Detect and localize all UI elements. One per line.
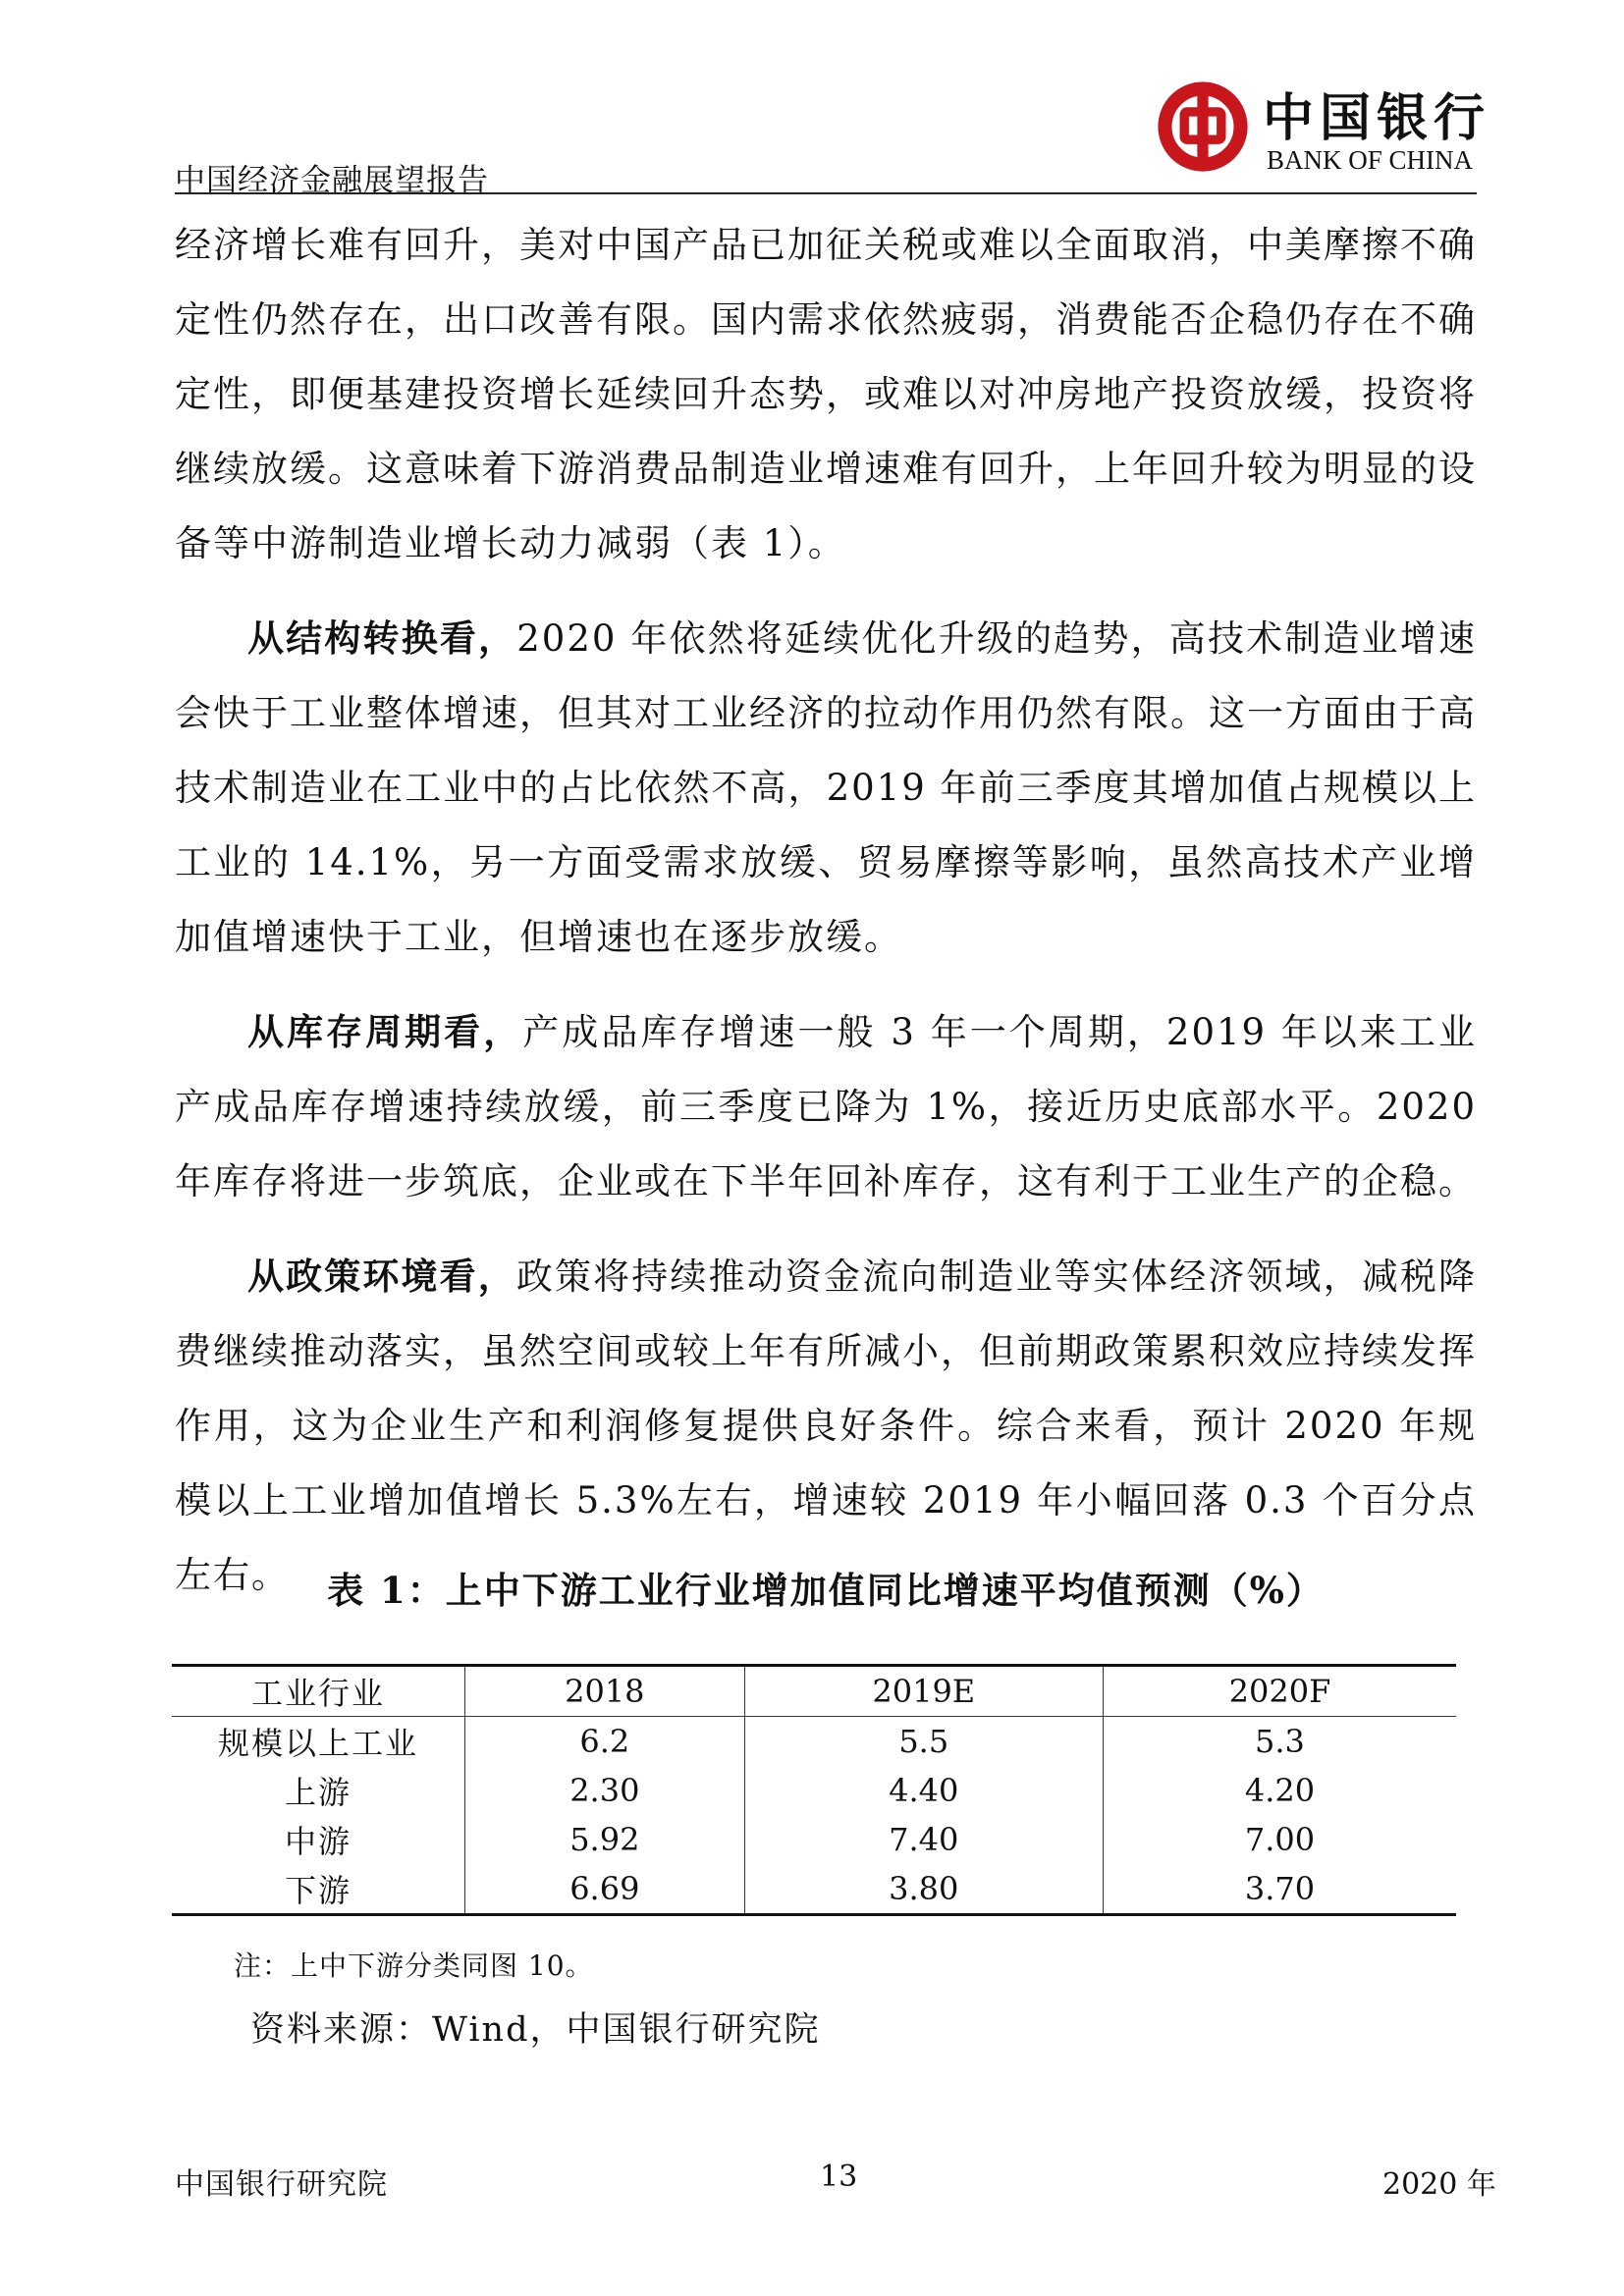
table-cell: 规模以上工业: [217, 1725, 418, 1762]
table-cell: 7.40: [744, 1815, 1103, 1864]
table-cell: 上游: [284, 1774, 352, 1811]
paragraph-structure: [175, 601, 1477, 975]
paragraph-lead: 从结构转换看，: [247, 616, 517, 660]
table-cell: 5.5: [744, 1717, 1103, 1767]
table-cell: 6.69: [465, 1864, 745, 1915]
table-cell: 4.40: [744, 1766, 1103, 1815]
table-cell: 下游: [284, 1872, 352, 1909]
table-cell: 4.20: [1103, 1766, 1456, 1815]
paragraph-text: 2020 年依然将延续优化升级的趋势，高技术制造业增速会快于工业整体增速，但其对工业经济的拉动作用仍然有限。这一方面由于高技术制造业在工业中的占比依然不高，2019 年前三季度其增加值占规模以上工业的 14.1%，另一方面受需求放缓、贸易摩擦等影响，虽然高技术产业增加值增速快于工业，但增速也在逐步放缓。: [175, 617, 1477, 958]
paragraph-lead: 从库存周期看，: [247, 1010, 523, 1053]
table-cell: 中游: [284, 1823, 352, 1860]
paragraph-text: 经济增长难有回升，美对中国产品已加征关税或难以全面取消，中美摩擦不确定性仍然存在，出口改善有限。国内需求依然疲弱，消费能否企稳仍存在不确定性，即便基建投资增长延续回升态势，或难以对冲房地产投资放缓，投资将继续放缓。这意味着下游消费品制造业增速难有回升，上年回升较为明显的设备等中游制造业增长动力减弱（表 1）。: [175, 224, 1477, 564]
table-header-row: [172, 1666, 1456, 1717]
table-cell: 2.30: [465, 1766, 745, 1815]
table-cell: 3.70: [1103, 1864, 1456, 1915]
forecast-table: [172, 1664, 1456, 1916]
header-divider: [175, 192, 1477, 194]
table-cell: 6.2: [465, 1717, 745, 1767]
table-source: 资料来源：Wind，中国银行研究院: [250, 2010, 821, 2050]
paragraph-policy: [175, 1239, 1477, 1613]
table-note: 注：上中下游分类同图 10。: [234, 1949, 594, 1982]
paragraph-lead: 从政策环境看，: [247, 1255, 516, 1298]
table-header-cell: 2020F: [1103, 1666, 1456, 1717]
table-header-cell: 2019E: [744, 1666, 1103, 1717]
body-text: [175, 208, 1477, 1613]
report-title: 中国经济金融展望报告: [175, 163, 489, 198]
footer-organization: 中国银行研究院: [175, 2167, 388, 2202]
table-cell: 3.80: [744, 1864, 1103, 1915]
table-cell: 7.00: [1103, 1815, 1456, 1864]
table-row: [172, 1717, 1456, 1767]
table-row: [172, 1864, 1456, 1915]
paragraph-text: 政策将持续推动资金流向制造业等实体经济领域，减税降费继续推动落实，虽然空间或较上年有所减小，但前期政策累积效应持续发挥作用，这为企业生产和利润修复提供良好条件。综合来看，预计 2020 年规模以上工业增加值增长 5.3%左右，增速较 2019 年小幅回落 0.3 个百分点左右。: [175, 1255, 1478, 1596]
page-number: 13: [820, 2160, 858, 2194]
table-cell: 5.3: [1103, 1717, 1456, 1767]
bank-logo: [1157, 77, 1491, 185]
table-header-cell: 2018: [465, 1666, 745, 1717]
table-row: [172, 1766, 1456, 1815]
paragraph-1: [175, 208, 1477, 581]
table-cell: 5.92: [465, 1815, 745, 1864]
table-caption: 表 1：上中下游工业行业增加值同比增速平均值预测（%）: [327, 1569, 1325, 1612]
footer-year: 2020 年: [1382, 2167, 1496, 2202]
bank-of-china-emblem-icon: [1157, 80, 1249, 173]
table-header-cell: 工业行业: [250, 1675, 385, 1712]
paragraph-inventory: [175, 994, 1477, 1219]
table-row: [172, 1815, 1456, 1864]
logo-chinese-name: 中国银行: [1263, 88, 1491, 148]
logo-english-name: BANK OF CHINA: [1267, 145, 1474, 175]
paragraph-text: 产成品库存增速一般 3 年一个周期，2019 年以来工业产成品库存增速持续放缓，前三季度已降为 1%，接近历史底部水平。2020 年库存将进一步筑底，企业或在下半年回补库存，这有利于工业生产的企稳。: [175, 1011, 1477, 1202]
